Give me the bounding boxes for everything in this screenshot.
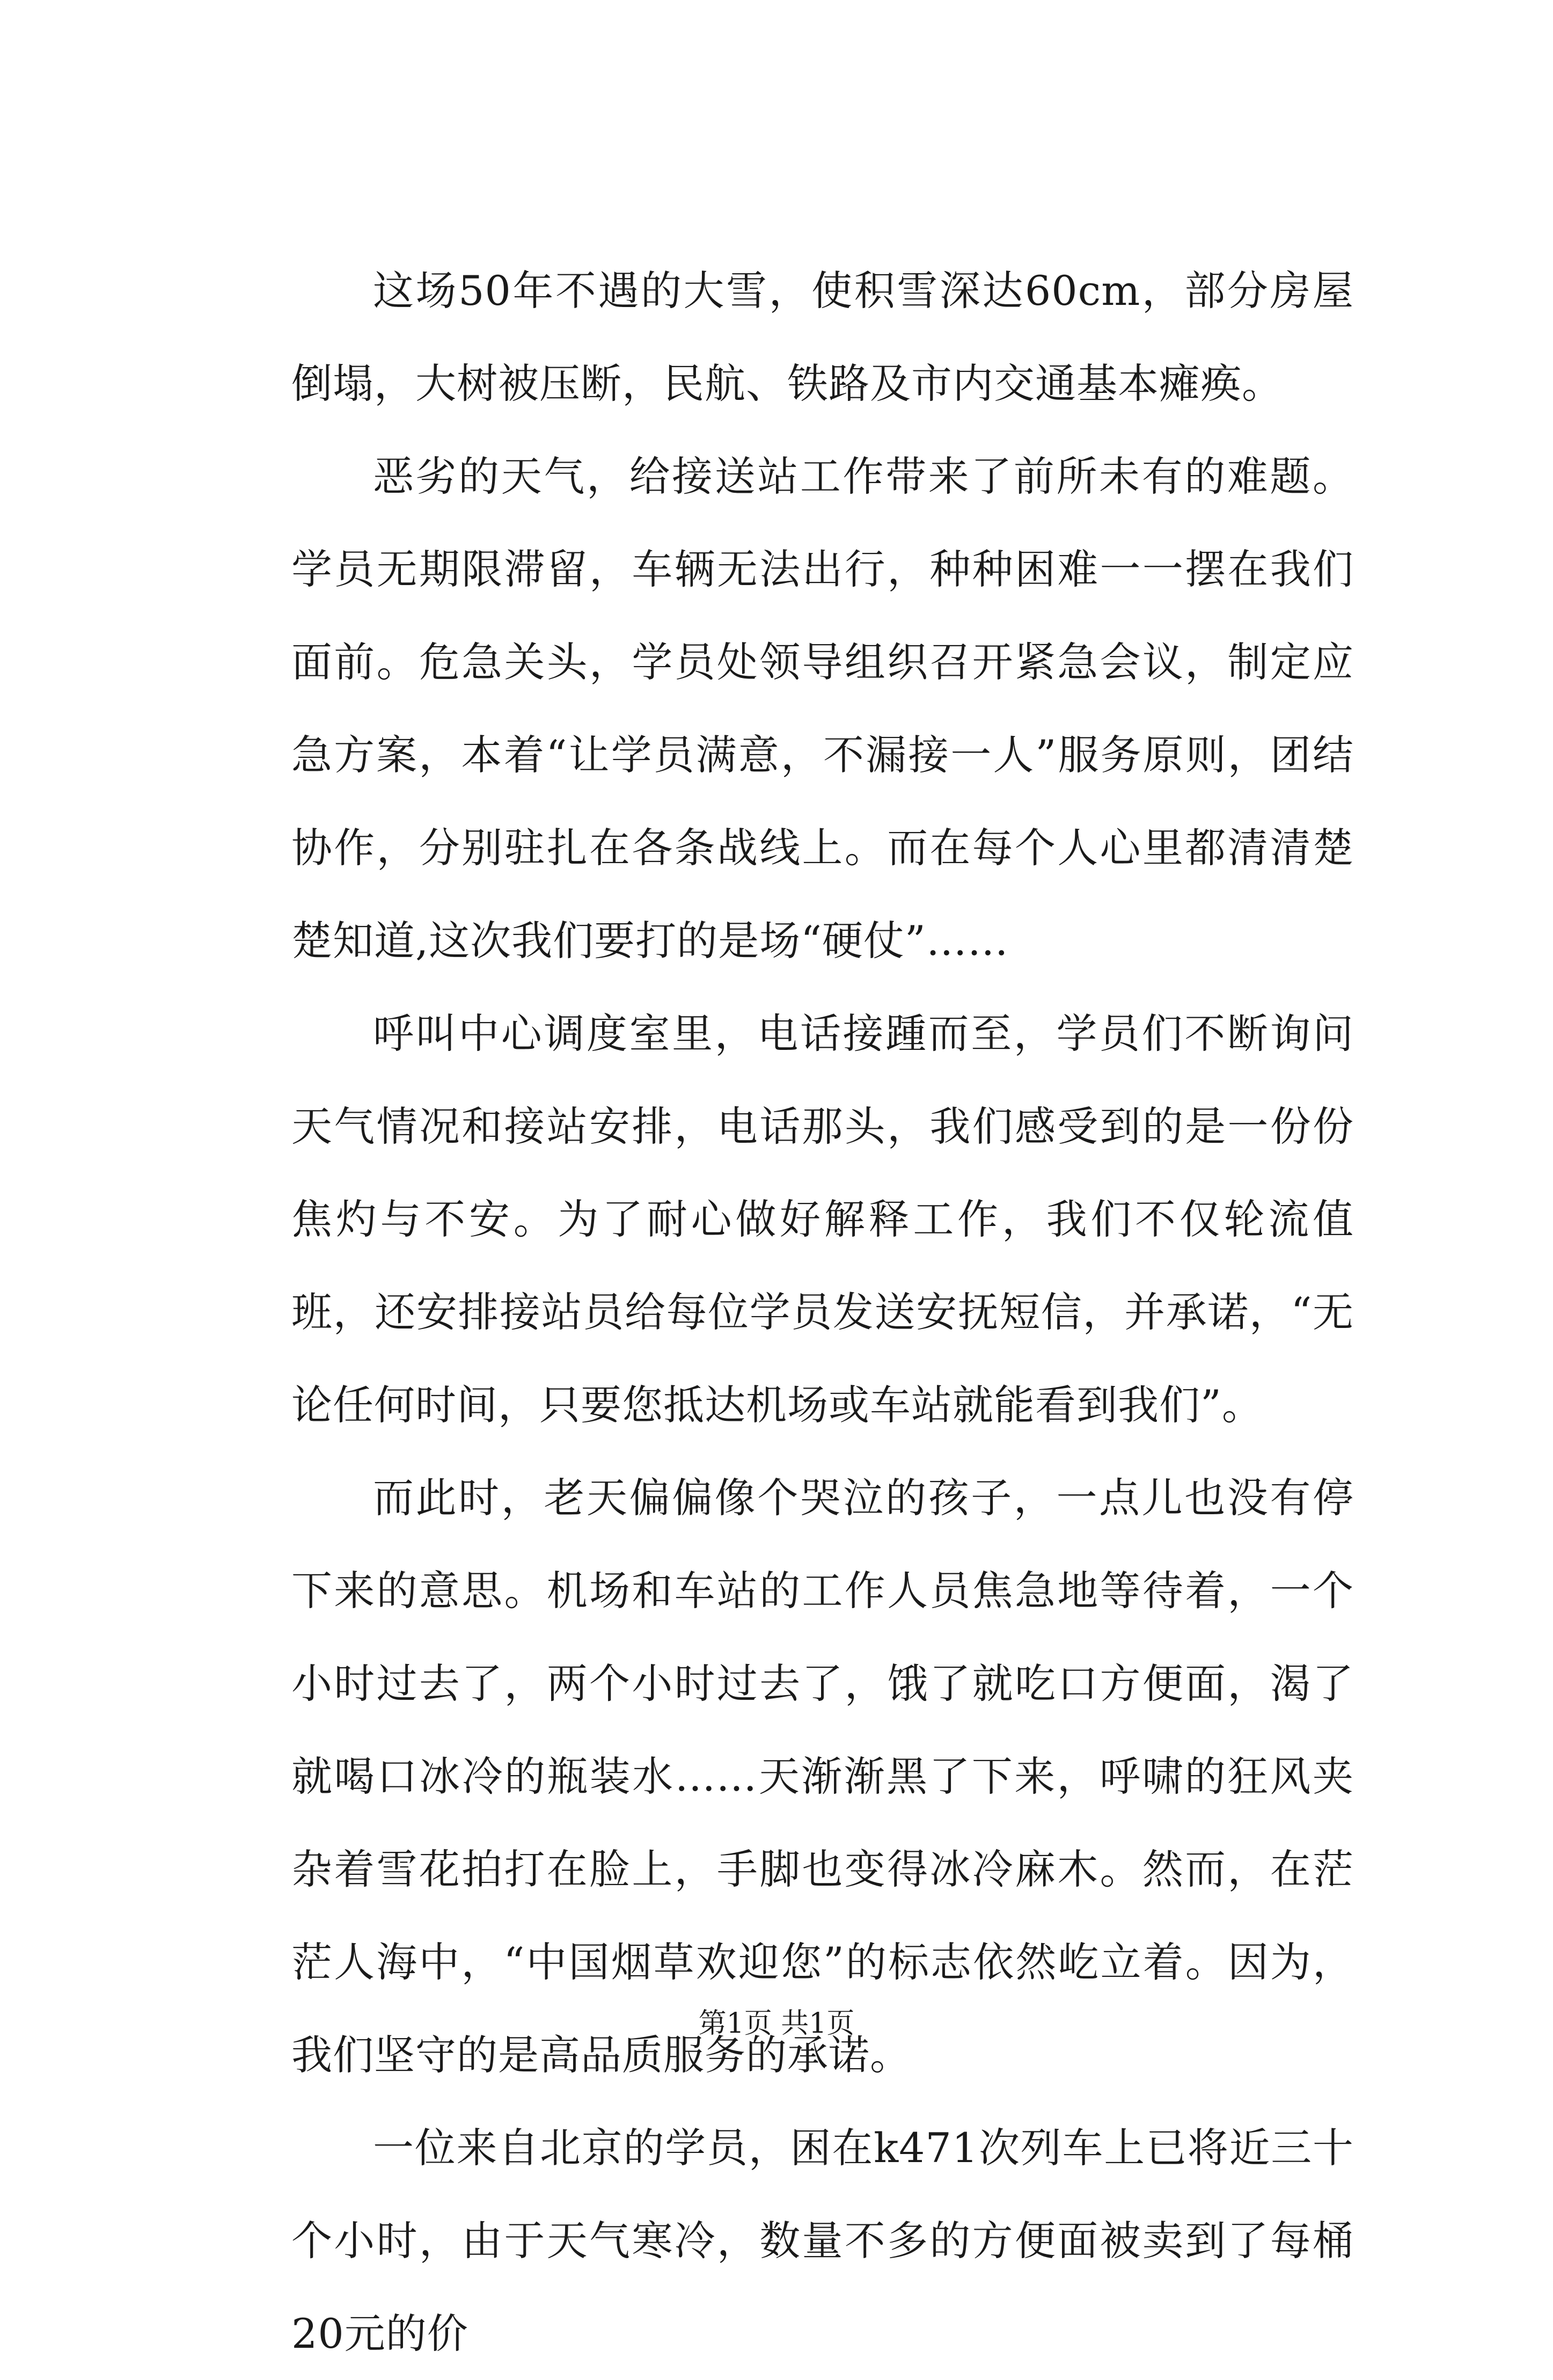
page-footer: 第1页 共1页 — [698, 2007, 855, 2040]
paragraph: 一位来自北京的学员，困在k471次列车上已将近三十个小时，由于天气寒冷，数量不多的方便面被卖到了每桶20元的价 — [291, 2124, 1354, 2357]
paragraph: 恶劣的天气，给接送站工作带来了前所未有的难题。学员无期限滞留，车辆无法出行，种种困难一一摆在我们面前。危急关头，学员处领导组织召开紧急会议，制定应急方案，本着“让学员满意，不漏接一人”服务原则，团结协作，分别驻扎在各条战线上。而在每个人心里都清清楚楚知道,这次我们要打的是场“硬仗”…… — [291, 452, 1354, 965]
paragraph: 而此时，老天偏偏像个哭泣的孩子，一点儿也没有停下来的意思。机场和车站的工作人员焦急地等待着，一个小时过去了，两个小时过去了，饿了就吃口方便面，渴了就喝口冰冷的瓶装水……天渐渐黑了下来，呼啸的狂风夹杂着雪花拍打在脸上，手脚也变得冰冷麻木。然而，在茫茫人海中，“中国烟草欢迎您”的标志依然屹立着。因为，我们坚守的是高品质服务的承诺。 — [291, 1474, 1354, 2079]
paragraph: 呼叫中心调度室里，电话接踵而至，学员们不断询问天气情况和接站安排，电话那头，我们感受到的是一份份焦灼与不安。为了耐心做好解释工作，我们不仅轮流值班，还安排接站员给每位学员发送安抚短信，并承诺，“无论任何时间，只要您抵达机场或车站就能看到我们”。 — [291, 1010, 1354, 1429]
paragraph: 这场50年不遇的大雪，使积雪深达60cm，部分房屋倒塌，大树被压断，民航、铁路及市内交通基本瘫痪。 — [291, 267, 1354, 407]
document-body — [291, 244, 1354, 2380]
